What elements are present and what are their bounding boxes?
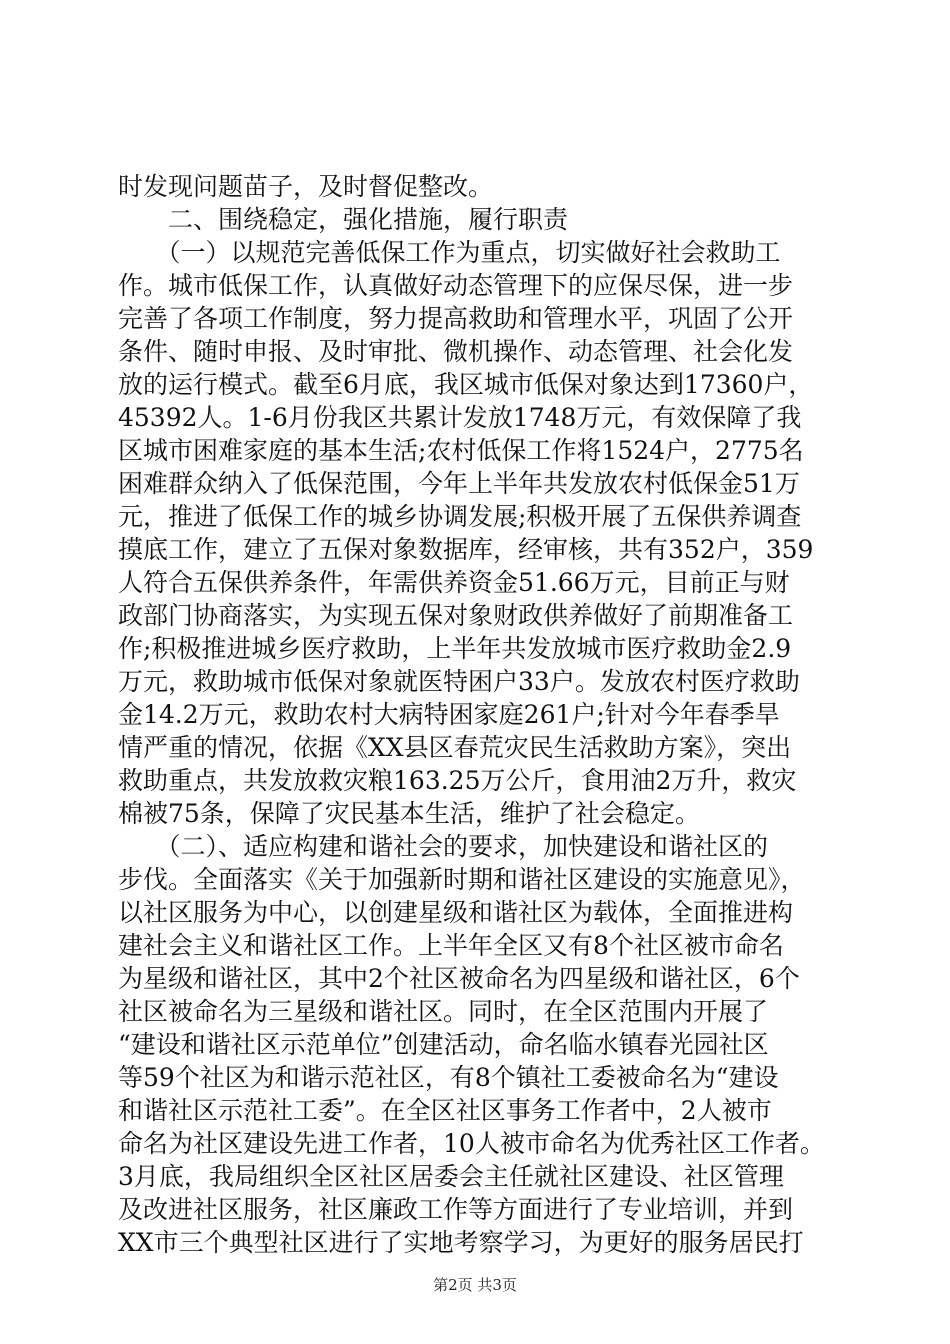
text-line: （一）以规范完善低保工作为重点，切实做好社会救助工	[118, 238, 781, 267]
text-line: 人符合五保供养条件，年需供养资金51.66万元，目前正与财	[118, 568, 790, 597]
text-line: 元，推进了低保工作的城乡协调发展;积极开展了五保供养调查	[118, 502, 802, 531]
text-line: 棉被75条，保障了灾民基本生活，维护了社会稳定。	[118, 799, 700, 828]
text-line: 条件、随时申报、及时审批、微机操作、动态管理、社会化发	[118, 337, 794, 366]
text-line: XX市三个典型社区进行了实地考察学习，为更好的服务居民打	[118, 1228, 804, 1257]
text-line: “建设和谐社区示范单位”创建活动，命名临水镇春光园社区	[118, 1030, 769, 1059]
text-line: 为星级和谐社区，其中2个社区被命名为四星级和谐社区，6个	[118, 964, 800, 993]
text-line: 困难群众纳入了低保范围，今年上半年共发放农村低保金51万	[118, 469, 800, 498]
page-footer: 第2页 共3页	[433, 1276, 517, 1294]
text-line: 区城市困难家庭的基本生活;农村低保工作将1524户，2775名	[118, 436, 804, 465]
text-line: 时发现问题苗子，及时督促整改。	[118, 172, 494, 201]
text-line: 建社会主义和谐社区工作。上半年全区又有8个社区被市命名	[118, 931, 784, 960]
text-line: 摸底工作，建立了五保对象数据库，经审核，共有352户，359	[118, 535, 814, 564]
section-heading: 二、围绕稳定，强化措施，履行职责	[118, 205, 569, 234]
text-line: 命名为社区建设先进工作者，10人被市命名为优秀社区工作者。	[118, 1129, 825, 1158]
text-line: 以社区服务为中心，以创建星级和谐社区为载体，全面推进构	[118, 898, 794, 927]
text-line: 45392人。1-6月份我区共累计发放1748万元，有效保障了我	[118, 403, 802, 432]
text-line: 政部门协商落实，为实现五保对象财政供养做好了前期准备工	[118, 601, 794, 630]
text-line: 作;积极推进城乡医疗救助，上半年共发放城市医疗救助金2.9	[118, 634, 792, 663]
text-line: （二）、适应构建和谐社会的要求，加快建设和谐社区的	[118, 832, 769, 861]
text-line: 及改进社区服务，社区廉政工作等方面进行了专业培训，并到	[118, 1195, 794, 1224]
text-line: 情严重的情况，依据《XX县区春荒灾民生活救助方案》，突出	[118, 733, 792, 762]
text-line: 步伐。全面落实《关于加强新时期和谐社区建设的实施意见》，	[118, 865, 806, 894]
text-line: 救助重点，共发放救灾粮163.25万公斤，食用油2万升，救灾	[118, 766, 797, 795]
text-line: 完善了各项工作制度，努力提高救助和管理水平，巩固了公开	[118, 304, 794, 333]
text-line: 3月底，我局组织全区社区居委会主任就社区建设、社区管理	[118, 1162, 784, 1191]
text-line: 和谐社区示范社工委”。在全区社区事务工作者中，2人被市	[118, 1096, 772, 1125]
text-line: 社区被命名为三星级和谐社区。同时，在全区范围内开展了	[118, 997, 769, 1026]
text-line: 等59个社区为和谐示范社区，有8个镇社工委被命名为“建设	[118, 1063, 779, 1092]
text-line: 放的运行模式。截至6月底，我区城市低保对象达到17360户，	[118, 370, 814, 399]
text-line: 作。城市低保工作，认真做好动态管理下的应保尽保，进一步	[118, 271, 794, 300]
text-line: 金14.2万元，救助农村大病特困家庭261户;针对今年春季旱	[118, 700, 780, 729]
text-line: 万元，救助城市低保对象就医特困户33户。发放农村医疗救助	[118, 667, 800, 696]
